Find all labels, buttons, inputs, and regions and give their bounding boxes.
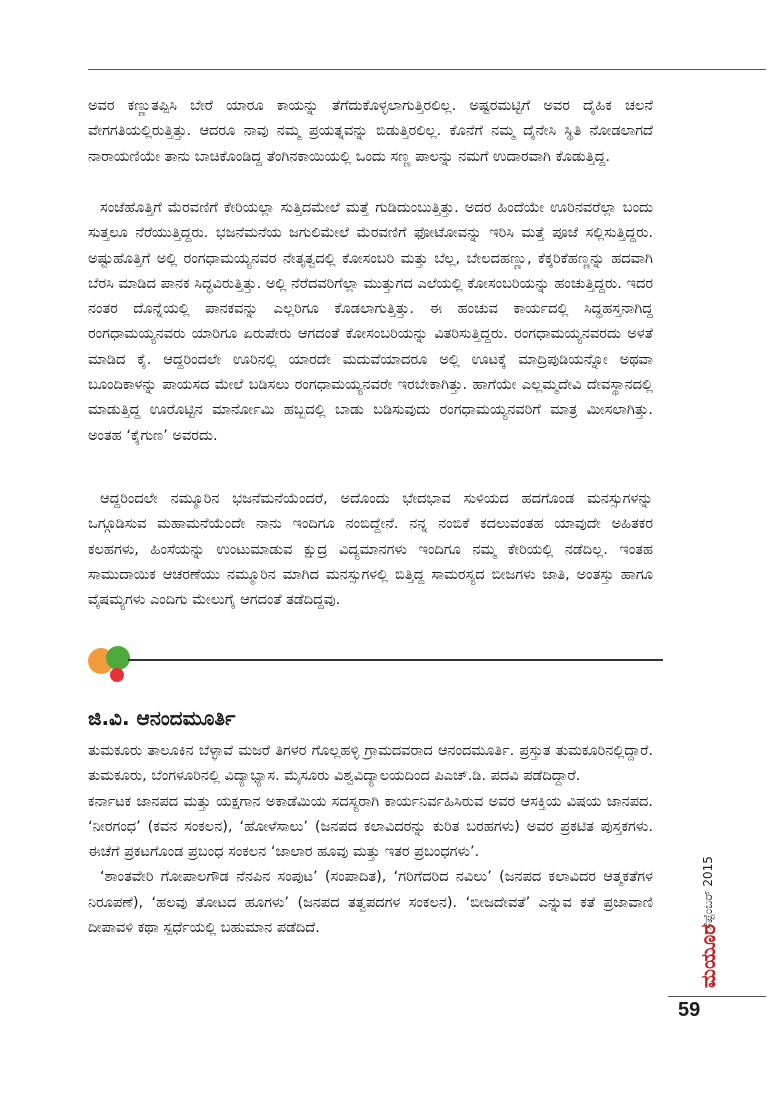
article-paragraph-3: ಆದ್ದರಿಂದಲೇ ನಮ್ಮೂರಿನ ಭಜನೆಮನೆಯೆಂದರೆ, ಅದೊಂದು ಭೇದಭಾವ ಸುಳಿಯದ ಹದಗೊಂಡ ಮನಸ್ಸುಗಳನ್ನು ಒಗ್ಗೂಡಿಸುವ ಮಹಾಮನೆಯೆಂದೇ ನಾನು ಇಂದಿಗೂ ನಂಬಿದ್ದೇನೆ. ನನ್ನ ನಂಬಿಕೆ ಕದಲುವಂತಹ ಯಾವುದೇ ಅಹಿತಕರ ಕಲಹಗಳು, ಹಿಂಸೆಯನ್ನು ಉಂಟುಮಾಡುವ ಕ್ಷುದ್ರ ವಿದ್ಯಮಾನಗಳು ಇಂದಿಗೂ ನಮ್ಮ ಕೇರಿಯಲ್ಲಿ ನಡೆದಿಲ್ಲ. ಇಂತಹ ಸಾಮುದಾಯಿಕ ಆಚರಣೆಯು ನಮ್ಮೂರಿನ ಮಾಗಿದ ಮನಸ್ಸುಗಳಲ್ಲಿ ಬಿತ್ತಿದ್ದ ಸಾಮರಸ್ಯದ ಬೀಜಗಳು ಜಾತಿ, ಅಂತಸ್ತು ಹಾಗೂ ವೈಷಮ್ಯಗಳು ಎಂದಿಗು ಮೇಲುಗೈ ಆಗದಂತೆ ತಡೆದಿದ್ದವು. xyxy=(88,491,653,609)
article-paragraph-1: ಅವರ ಕಣ್ಣುತಪ್ಪಿಸಿ ಬೇರೆ ಯಾರೂ ಕಾಯನ್ನು ತೆಗೆದುಕೊಳ್ಳಲಾಗುತ್ತಿರಲಿಲ್ಲ. ಅಷ್ಟರಮಟ್ಟಿಗೆ ಅವರ ದೈಹಿಕ ಚಲನೆ ವೇಗಗತಿಯಲ್ಲಿರುತ್ತಿತ್ತು. ಆದರೂ ನಾವು ನಮ್ಮ ಪ್ರಯತ್ನವನ್ನು ಬಿಡುತ್ತಿರಲಿಲ್ಲ. ಕೊನೆಗೆ ನಮ್ಮ ದೈನೇಸಿ ಸ್ಥಿತಿ ನೋಡಲಾಗದೆ ನಾರಾಯಣಿಯೇ ತಾನು ಬಾಚಿಕೊಂಡಿದ್ದ ತೆಂಗಿನಕಾಯಿಯಲ್ಲಿ ಒಂದು ಸಣ್ಣ ಪಾಲನ್ನು ನಮಗೆ ಉದಾರವಾಗಿ ಕೊಡುತ್ತಿದ್ದ. xyxy=(88,98,653,165)
top-rule xyxy=(88,69,766,70)
author-bio-paragraph-2: ಕರ್ನಾಟಕ ಜಾನಪದ ಮತ್ತು ಯಕ್ಷಗಾನ ಅಕಾಡೆಮಿಯ ಸದಸ್ಯರಾಗಿ ಕಾರ್ಯನಿರ್ವಹಿಸಿರುವ ಅವರ ಆಸಕ್ತಿಯ ವಿಷಯ ಜಾನಪದ. ‘ನೀರಗಂಧ’ (ಕವನ ಸಂಕಲನ), ‘ಹೋಳೆಸಾಲು’ (ಜನಪದ ಕಲಾವಿದರನ್ನು ಕುರಿತ ಬರಹಗಳು) ಅವರ ಪ್ರಕಟಿತ ಪುಸ್ತಕಗಳು. ಈಚೆಗೆ ಪ್ರಕಟಗೊಂಡ ಪ್ರಬಂಧ ಸಂಕಲನ ‘ಜಾಲಾರ ಹೂವು ಮತ್ತು ಇತರ ಪ್ರಬಂಧಗಳು’. xyxy=(88,793,653,861)
section-divider xyxy=(88,644,663,684)
author-bio-paragraph-3: ‘ಶಾಂತವೇರಿ ಗೋಪಾಲಗೌಡ ನೆನಪಿನ ಸಂಪುಟ’ (ಸಂಪಾದಿತ), ‘ಗರಿಗೆದರಿದ ನವಿಲು’ (ಜನಪದ ಕಲಾವಿದರ ಆತ್ಮಕತೆಗಳ ನಿರೂಪಣೆ), ‘ಹಲವು ತೋಟದ ಹೂಗಳು’ (ಜನಪದ ತತ್ವಪದಗಳ ಸಂಕಲನ). ‘ಬೀಜದೇವತೆ’ ಎನ್ನುವ ಕತೆ ಪ್ರಜಾವಾಣಿ ದೀಪಾವಳಿ ಕಥಾ ಸ್ಪರ್ಧೆಯಲ್ಲಿ ಬಹುಮಾನ ಪಡೆದಿದೆ. xyxy=(88,869,653,937)
author-name-heading: ಜಿ.ವಿ. ಆನಂದಮೂರ್ತಿ xyxy=(88,706,236,730)
red-dot-icon xyxy=(110,668,124,682)
author-bio xyxy=(88,739,653,941)
magazine-logo: ಮಯೂರ xyxy=(696,924,720,988)
divider-line xyxy=(128,659,663,661)
issue-date: ಸೆಪ್ಟೆಂಬರ್ 2015 xyxy=(701,856,715,930)
green-dot-icon xyxy=(106,646,130,670)
author-bio-paragraph-1: ತುಮಕೂರು ತಾಲೂಕಿನ ಬೆಳ್ಳಾವೆ ಮಜರೆ ತಿಗಳರ ಗೊಲ್ಲಹಳ್ಳಿ ಗ್ರಾಮದವರಾದ ಆನಂದಮೂರ್ತಿ. ಪ್ರಸ್ತುತ ತುಮಕೂರಿನಲ್ಲಿದ್ದಾರೆ. ತುಮಕೂರು, ಬೆಂಗಳೂರಿನಲ್ಲಿ ವಿದ್ಯಾಭ್ಯಾಸ. ಮೈಸೂರು ವಿಶ್ವವಿದ್ಯಾಲಯದಿಂದ ಪಿಎಚ್.ಡಿ. ಪದವಿ ಪಡೆದಿದ್ದಾರೆ. xyxy=(88,743,653,785)
article-paragraph-2: ಸಂಜೆಹೊತ್ತಿಗೆ ಮೆರವಣಿಗೆ ಕೇರಿಯಲ್ಲಾ ಸುತ್ತಿದಮೇಲೆ ಮತ್ತೆ ಗುಡಿದುಂಬುತ್ತಿತ್ತು. ಅದರ ಹಿಂದೆಯೇ ಊರಿನವರೆಲ್ಲಾ ಬಂದು ಸುತ್ತಲೂ ನೆರೆಯುತ್ತಿದ್ದರು. ಭಜನೆಮನೆಯ ಜಗುಲಿಮೇಲೆ ಮೆರವಣಿಗೆ ಫೋಟೋವನ್ನು ಇರಿಸಿ ಮತ್ತೆ ಪೂಜೆ ಸಲ್ಲಿಸುತ್ತಿದ್ದರು. ಅಷ್ಟುಹೊತ್ತಿಗೆ ಅಲ್ಲಿ ರಂಗಧಾಮಯ್ಯನವರ ನೇತೃತ್ವದಲ್ಲಿ ಕೋಸಂಬರಿ ಮತ್ತು ಬೆಲ್ಲ, ಬೇಲದಹಣ್ಣು, ಕೆಕ್ಕರಿಕೆಹಣ್ಣನ್ನು ಹದವಾಗಿ ಬೆರಸಿ ಮಾಡಿದ ಪಾನಕ ಸಿದ್ಧವಿರುತ್ತಿತ್ತು. ಅಲ್ಲಿ ನೆರೆದವರಿಗೆಲ್ಲಾ ಮುತ್ತುಗದ ಎಲೆಯಲ್ಲಿ ಕೋಸಂಬರಿಯನ್ನು ಹಂಚುತ್ತಿದ್ದರು. ಇದರ ನಂತರ ದೊನ್ನೆಯಲ್ಲಿ ಪಾನಕವನ್ನು ಎಲ್ಲರಿಗೂ ಕೊಡಲಾಗುತ್ತಿತ್ತು. ಈ ಹಂಚುವ ಕಾರ್ಯದಲ್ಲಿ ಸಿದ್ಧಹಸ್ತನಾಗಿದ್ದ ರಂಗಧಾಮಯ್ಯನವರು ಯಾರಿಗೂ ಏರುಪೇರು ಆಗದಂತೆ ಕೋಸಂಬರಿಯನ್ನು ವಿತರಿಸುತ್ತಿದ್ದರು. ರಂಗಧಾಮಯ್ಯನವರದು ಅಳತೆ ಮಾಡಿದ ಕೈ. ಆದ್ದರಿಂದಲೇ ಊರಿನಲ್ಲಿ ಯಾರದೇ ಮದುವೆಯಾದರೂ ಅಲ್ಲಿ ಊಟಕ್ಕೆ ಮಾದ್ರಿಪುಡಿಯನ್ನೋ ಅಥವಾ ಬೂಂದಿಕಾಳನ್ನು ಪಾಯಸದ ಮೇಲೆ ಬಡಿಸಲು ರಂಗಧಾಮಯ್ಯನವರೇ ಇರಬೇಕಾಗಿತ್ತು. ಹಾಗೆಯೇ ಎಲ್ಲಮ್ಮದೇವಿ ದೇವಸ್ಥಾನದಲ್ಲಿ ಮಾಡುತ್ತಿದ್ದ ಊರೊಟ್ಟಿನ ಮಾರ್ನೋಮಿ ಹಬ್ಬದಲ್ಲಿ ಬಾಡು ಬಡಿಸುವುದು ರಂಗಧಾಮಯ್ಯನವರಿಗೆ ಮಾತ್ರ ಮೀಸಲಾಗಿತ್ತು. ಅಂತಹ ‘ಕೈಗುಣ’ ಅವರದು. xyxy=(88,200,653,444)
page-number: 59 xyxy=(678,999,701,1021)
